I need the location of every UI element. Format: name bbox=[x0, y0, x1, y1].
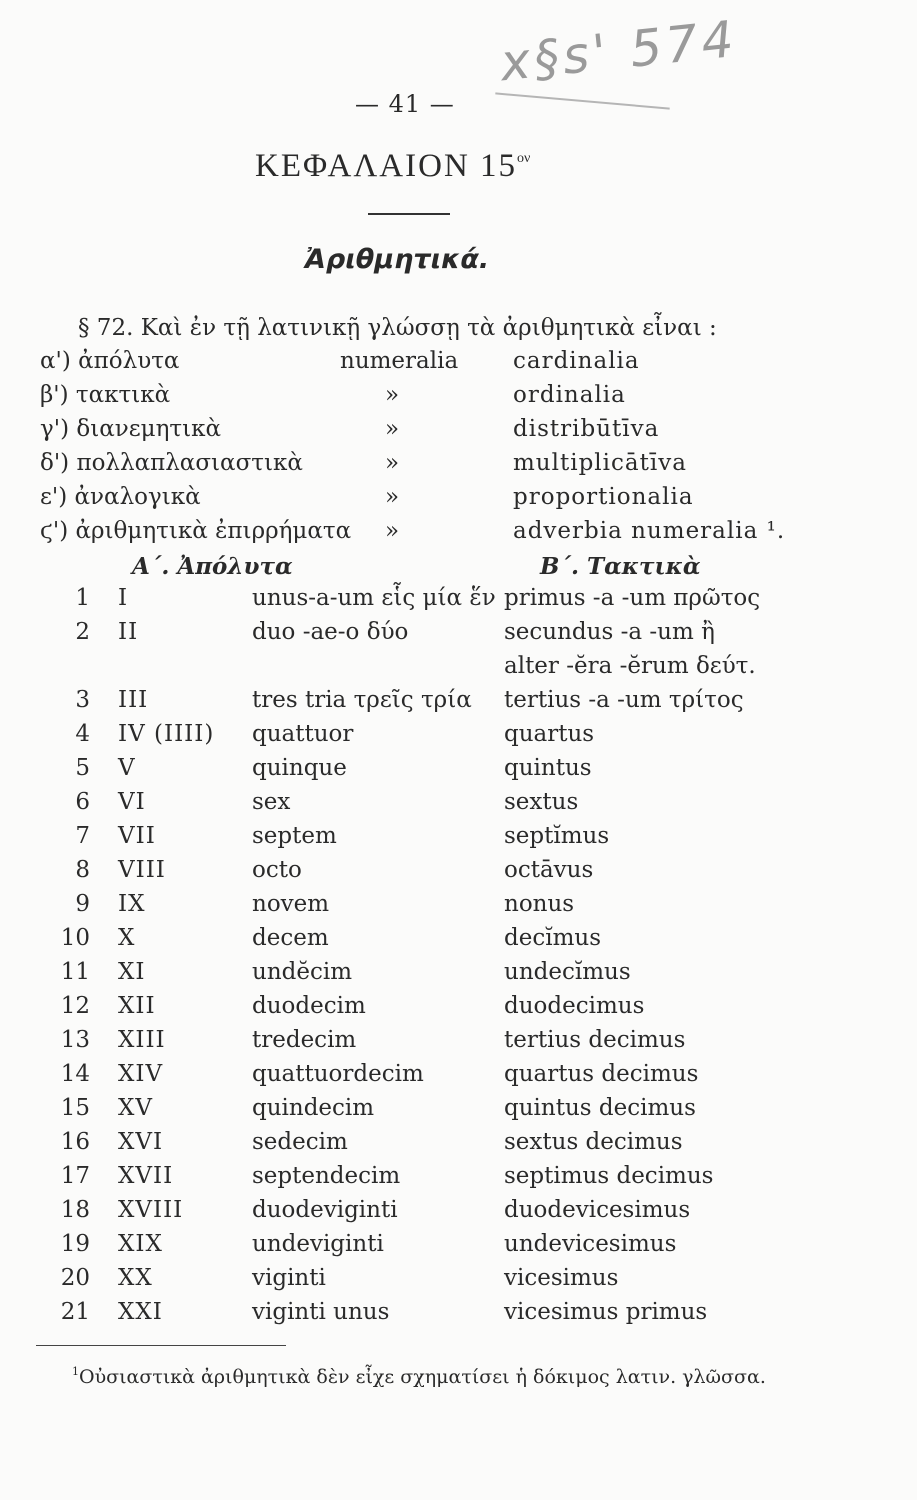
row-cardinal: duo -ae-o δύο bbox=[252, 619, 409, 645]
footnote-text: Οὐσιαστικὰ ἀριθμητικὰ δὲν εἶχε σχηματίσει ἡ δόκιμος λατιν. γλῶσσα. bbox=[79, 1366, 766, 1388]
row-roman: IV (IIII) bbox=[118, 721, 215, 747]
subhead-cardinal: Α΄. Ἀπόλυτα bbox=[132, 553, 293, 580]
category-label: β') τακτικὰ bbox=[40, 382, 171, 408]
row-cardinal: tredecim bbox=[252, 1027, 357, 1053]
row-cardinal: quindecim bbox=[252, 1095, 375, 1121]
row-number: 6 bbox=[75, 789, 90, 815]
row-cardinal: undĕcim bbox=[252, 959, 353, 985]
row-number: 13 bbox=[60, 1027, 90, 1053]
category-label: ϛ') ἀριθμητικὰ ἐπιρρήματα bbox=[40, 518, 352, 544]
chapter-title bbox=[255, 148, 530, 185]
row-ordinal: sextus decimus bbox=[504, 1129, 683, 1155]
row-roman: XI bbox=[118, 959, 146, 985]
row-roman: VII bbox=[118, 823, 156, 849]
row-roman: XXI bbox=[118, 1299, 163, 1325]
footnote bbox=[72, 1365, 766, 1388]
row-roman: IX bbox=[118, 891, 146, 917]
row-cardinal: octo bbox=[252, 857, 302, 883]
row-roman: XIII bbox=[118, 1027, 166, 1053]
row-roman: III bbox=[118, 687, 149, 713]
row-roman: V bbox=[118, 755, 136, 781]
category-mid: numeralia bbox=[340, 348, 459, 374]
row-cardinal: decem bbox=[252, 925, 329, 951]
row-number: 4 bbox=[75, 721, 90, 747]
footnote-marker: 1 bbox=[72, 1365, 79, 1378]
row-roman: XVII bbox=[118, 1163, 174, 1189]
row-ordinal: vicesimus primus bbox=[504, 1299, 708, 1325]
row-roman: VIII bbox=[118, 857, 166, 883]
category-latin: ordinalia bbox=[513, 382, 626, 408]
row-number: 10 bbox=[60, 925, 90, 951]
category-latin: proportionalia bbox=[513, 484, 694, 510]
category-mid: » bbox=[385, 518, 400, 544]
category-mid: » bbox=[385, 450, 400, 476]
row-ordinal: undecĭmus bbox=[504, 959, 631, 985]
section-title: Ἀριθμητικά. bbox=[305, 244, 490, 275]
intro-paragraph: § 72. Καὶ ἐν τῇ λατινικῇ γλώσσῃ τὰ ἀριθμητικὰ εἶναι : bbox=[78, 315, 717, 341]
page-number: — 41 — bbox=[355, 90, 455, 118]
row-ordinal: undevicesimus bbox=[504, 1231, 677, 1257]
row-cardinal: quattuordecim bbox=[252, 1061, 424, 1087]
row-ordinal: alter -ĕra -ĕrum δεύτ. bbox=[504, 653, 756, 679]
category-latin: multiplicātīva bbox=[513, 450, 687, 476]
row-cardinal: septendecim bbox=[252, 1163, 401, 1189]
footnote-divider bbox=[36, 1345, 286, 1346]
row-ordinal: sextus bbox=[504, 789, 579, 815]
row-cardinal: sedecim bbox=[252, 1129, 348, 1155]
row-cardinal: septem bbox=[252, 823, 337, 849]
row-cardinal: quattuor bbox=[252, 721, 354, 747]
handwritten-underline bbox=[495, 92, 670, 109]
row-roman: VI bbox=[118, 789, 146, 815]
row-number: 2 bbox=[75, 619, 90, 645]
row-number: 18 bbox=[60, 1197, 90, 1223]
row-ordinal: tertius decimus bbox=[504, 1027, 686, 1053]
row-ordinal: septĭmus bbox=[504, 823, 610, 849]
category-latin: adverbia numeralia ¹. bbox=[513, 518, 786, 544]
category-label: ε') ἀναλογικὰ bbox=[40, 484, 201, 510]
row-ordinal: decĭmus bbox=[504, 925, 601, 951]
row-roman: X bbox=[118, 925, 136, 951]
row-roman: XIX bbox=[118, 1231, 163, 1257]
row-roman: XX bbox=[118, 1265, 153, 1291]
row-ordinal: primus -a -um πρῶτος bbox=[504, 585, 761, 611]
row-number: 9 bbox=[75, 891, 90, 917]
row-cardinal: viginti unus bbox=[252, 1299, 390, 1325]
row-cardinal: novem bbox=[252, 891, 330, 917]
category-mid: » bbox=[385, 382, 400, 408]
row-ordinal: quintus decimus bbox=[504, 1095, 696, 1121]
row-ordinal: duodevicesimus bbox=[504, 1197, 691, 1223]
subhead-ordinal: Β΄. Τακτικὰ bbox=[540, 553, 701, 580]
row-number: 17 bbox=[60, 1163, 90, 1189]
category-label: α') ἀπόλυτα bbox=[40, 348, 180, 374]
row-number: 16 bbox=[60, 1129, 90, 1155]
category-mid: » bbox=[385, 416, 400, 442]
row-cardinal: tres tria τρεῖς τρία bbox=[252, 687, 472, 713]
row-number: 14 bbox=[60, 1061, 90, 1087]
row-ordinal: quintus bbox=[504, 755, 592, 781]
row-roman: XVI bbox=[118, 1129, 164, 1155]
row-number: 7 bbox=[75, 823, 90, 849]
row-cardinal: quinque bbox=[252, 755, 347, 781]
chapter-title-text: ΚΕΦΑΛΑΙΟΝ 15 bbox=[255, 148, 518, 184]
row-number: 3 bbox=[75, 687, 90, 713]
row-roman: II bbox=[118, 619, 139, 645]
row-number: 5 bbox=[75, 755, 90, 781]
row-cardinal: duodeviginti bbox=[252, 1197, 398, 1223]
row-ordinal: secundus -a -um ἢ bbox=[504, 619, 715, 645]
row-cardinal: duodecim bbox=[252, 993, 366, 1019]
row-ordinal: duodecimus bbox=[504, 993, 645, 1019]
row-number: 15 bbox=[60, 1095, 90, 1121]
row-roman: XII bbox=[118, 993, 156, 1019]
row-cardinal: undeviginti bbox=[252, 1231, 384, 1257]
row-ordinal: quartus decimus bbox=[504, 1061, 699, 1087]
category-label: γ') διανεμητικὰ bbox=[40, 416, 222, 442]
row-ordinal: octāvus bbox=[504, 857, 594, 883]
category-label: δ') πολλαπλασιαστικὰ bbox=[40, 450, 303, 476]
row-cardinal: viginti bbox=[252, 1265, 326, 1291]
category-latin: distribūtīva bbox=[513, 416, 660, 442]
chapter-title-suffix: ον bbox=[517, 151, 531, 166]
row-number: 12 bbox=[60, 993, 90, 1019]
row-number: 19 bbox=[60, 1231, 90, 1257]
row-number: 11 bbox=[60, 959, 90, 985]
row-number: 21 bbox=[60, 1299, 90, 1325]
row-number: 1 bbox=[75, 585, 90, 611]
row-ordinal: nonus bbox=[504, 891, 575, 917]
row-cardinal: unus-a-um εἷς μία ἕν bbox=[252, 585, 496, 611]
row-roman: XIV bbox=[118, 1061, 164, 1087]
row-number: 20 bbox=[60, 1265, 90, 1291]
row-number: 8 bbox=[75, 857, 90, 883]
title-divider bbox=[368, 213, 450, 215]
row-roman: I bbox=[118, 585, 129, 611]
handwritten-note: x§s' 574 bbox=[497, 9, 741, 93]
row-ordinal: tertius -a -um τρίτος bbox=[504, 687, 744, 713]
category-latin: cardinalia bbox=[513, 348, 640, 374]
row-roman: XVIII bbox=[118, 1197, 184, 1223]
row-ordinal: vicesimus bbox=[504, 1265, 619, 1291]
category-mid: » bbox=[385, 484, 400, 510]
row-ordinal: quartus bbox=[504, 721, 595, 747]
row-cardinal: sex bbox=[252, 789, 291, 815]
row-ordinal: septimus decimus bbox=[504, 1163, 714, 1189]
row-roman: XV bbox=[118, 1095, 153, 1121]
